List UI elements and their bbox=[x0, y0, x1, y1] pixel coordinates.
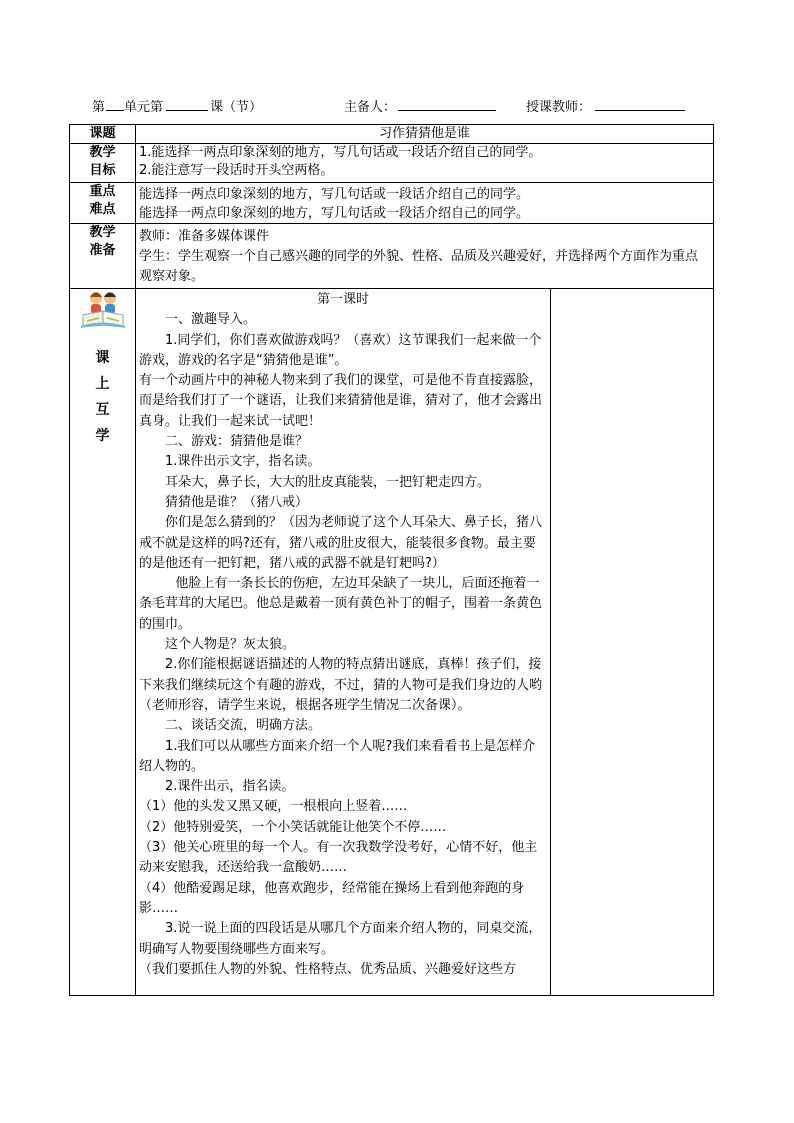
key-point-item: 能选择一两点印象深刻的地方，写几句话或一段话介绍自己的同学。 bbox=[139, 187, 530, 202]
lesson-plan-table bbox=[69, 124, 714, 996]
paragraph: 你们是怎么猜到的？（因为老师说了这个人耳朵大、鼻子长，猪八戒不就是这样的吗?还有，猪八戒的肚皮很大，能装很多食物。最主要的是他还有一把钉耙，猪八戒的武器不就是钉耙吗?） bbox=[139, 515, 543, 571]
key-points-row bbox=[70, 183, 714, 224]
unit-middle-label: 单元第 bbox=[124, 100, 164, 115]
paragraph: 一、激趣导入。 bbox=[165, 312, 257, 328]
paragraph: 2.课件出示，指名读。 bbox=[165, 779, 295, 795]
unit-prefix: 第 bbox=[92, 100, 106, 115]
paragraph: （4）他酷爱踢足球，他喜欢跑步，经常能在操场上看到他奔跑的身影…… bbox=[139, 880, 525, 916]
class-label-char: 上 bbox=[95, 376, 110, 392]
children-reading-book-icon bbox=[79, 289, 127, 329]
paragraph: 1.课件出示文字，指名读。 bbox=[165, 454, 321, 470]
class-content bbox=[136, 289, 551, 996]
prep-content bbox=[136, 224, 714, 289]
notes-column[interactable] bbox=[551, 289, 714, 996]
paragraph: 3.说一说上面的四段话是从哪几个方面来介绍人物的，同桌交流，明确写人物要围绕哪些方面来写。 bbox=[139, 921, 542, 957]
lesson-header bbox=[92, 96, 712, 116]
paragraph: （1）他的头发又黑又硬，一根根向上竖着…… bbox=[139, 799, 408, 815]
goal-item: 2.能注意写一段话时开头空两格。 bbox=[139, 163, 334, 178]
lesson-suffix-label: 课（节） bbox=[210, 100, 263, 115]
goals-label: 教学 目标 bbox=[70, 144, 136, 183]
class-label-char: 课 bbox=[95, 350, 110, 366]
paragraph: 二、谈话交流，明确方法。 bbox=[165, 718, 322, 734]
preparer-label: 主备人： bbox=[344, 100, 397, 115]
paragraph: 二、游戏：猜猜他是谁？ bbox=[165, 434, 309, 450]
class-label-char: 互 bbox=[95, 402, 110, 418]
class-label bbox=[70, 289, 136, 996]
teacher-label: 授课教师： bbox=[526, 100, 592, 115]
topic-value: 习作猜猜他是谁 bbox=[136, 125, 714, 144]
paragraph: 1.同学们，你们喜欢做游戏吗？（喜欢）这节课我们一起来做一个游戏，游戏的名字是“猜猜他是谁”。 bbox=[139, 332, 542, 368]
paragraph: 猜猜他是谁？（猪八戒） bbox=[165, 494, 309, 510]
class-row bbox=[70, 289, 714, 996]
session-title: 第一课时 bbox=[316, 292, 369, 307]
goals-content bbox=[136, 144, 714, 183]
key-points-label: 重点 难点 bbox=[70, 183, 136, 224]
paragraph: 耳朵大，鼻子长，大大的肚皮真能装，一把钉耙走四方。 bbox=[165, 474, 491, 490]
key-point-item: 能选择一两点印象深刻的地方，写几句话或一段话介绍自己的同学。 bbox=[139, 206, 530, 221]
paragraph: （2）他特别爱笑，一个小笑话就能让他笑个不停…… bbox=[139, 819, 447, 835]
paragraph: 2.你们能根据谜语描述的人物的特点猜出谜底，真棒！孩子们，接下来我们继续玩这个有趣的游戏，不过，猜的人物可是我们身边的人哟（老师形容，请学生来说，根据各班学生情况二次备课）。 bbox=[139, 657, 543, 713]
class-label-char: 学 bbox=[95, 428, 110, 444]
topic-label: 课题 bbox=[70, 125, 136, 144]
prep-label: 教学 准备 bbox=[70, 224, 136, 289]
paragraph: 他脸上有一条长长的伤疤，左边耳朵缺了一块儿，后面还拖着一条毛茸茸的大尾巴。他总是戴着一顶有黄色补丁的帽子，围着一条黄色的围巾。 bbox=[139, 576, 543, 632]
prep-student: 学生：学生观察一个自己感兴趣的同学的外貌、性格、品质及兴趣爱好，并选择两个方面作为重点观察对象。 bbox=[139, 249, 699, 284]
paragraph: 有一个动画片中的神秘人物来到了我们的课堂，可是他不肯直接露脸，而是给我们打了一个谜语，让我们来猜猜他是谁，猜对了，他才会露出真身。让我们一起来试一试吧！ bbox=[139, 373, 543, 429]
key-points-content bbox=[136, 183, 714, 224]
paragraph: （我们要抓住人物的外貌、性格特点、优秀品质、兴趣爱好这些方 bbox=[139, 961, 517, 977]
paragraph: 这个人物是？灰太狼。 bbox=[165, 637, 296, 653]
goal-item: 1.能选择一两点印象深刻的地方，写几句话或一段话介绍自己的同学。 bbox=[139, 145, 542, 160]
paragraph: （3）他关心班里的每一个人。有一次我数学没考好，心情不好，他主动来安慰我，还送给我一盒酸奶…… bbox=[139, 840, 538, 876]
paragraph: 1.我们可以从哪些方面来介绍一个人呢?我们来看看书上是怎样介绍人物的。 bbox=[139, 738, 536, 774]
topic-row bbox=[70, 125, 714, 144]
prep-row bbox=[70, 224, 714, 289]
goals-row bbox=[70, 144, 714, 183]
prep-teacher: 教师：准备多媒体课件 bbox=[139, 229, 270, 244]
